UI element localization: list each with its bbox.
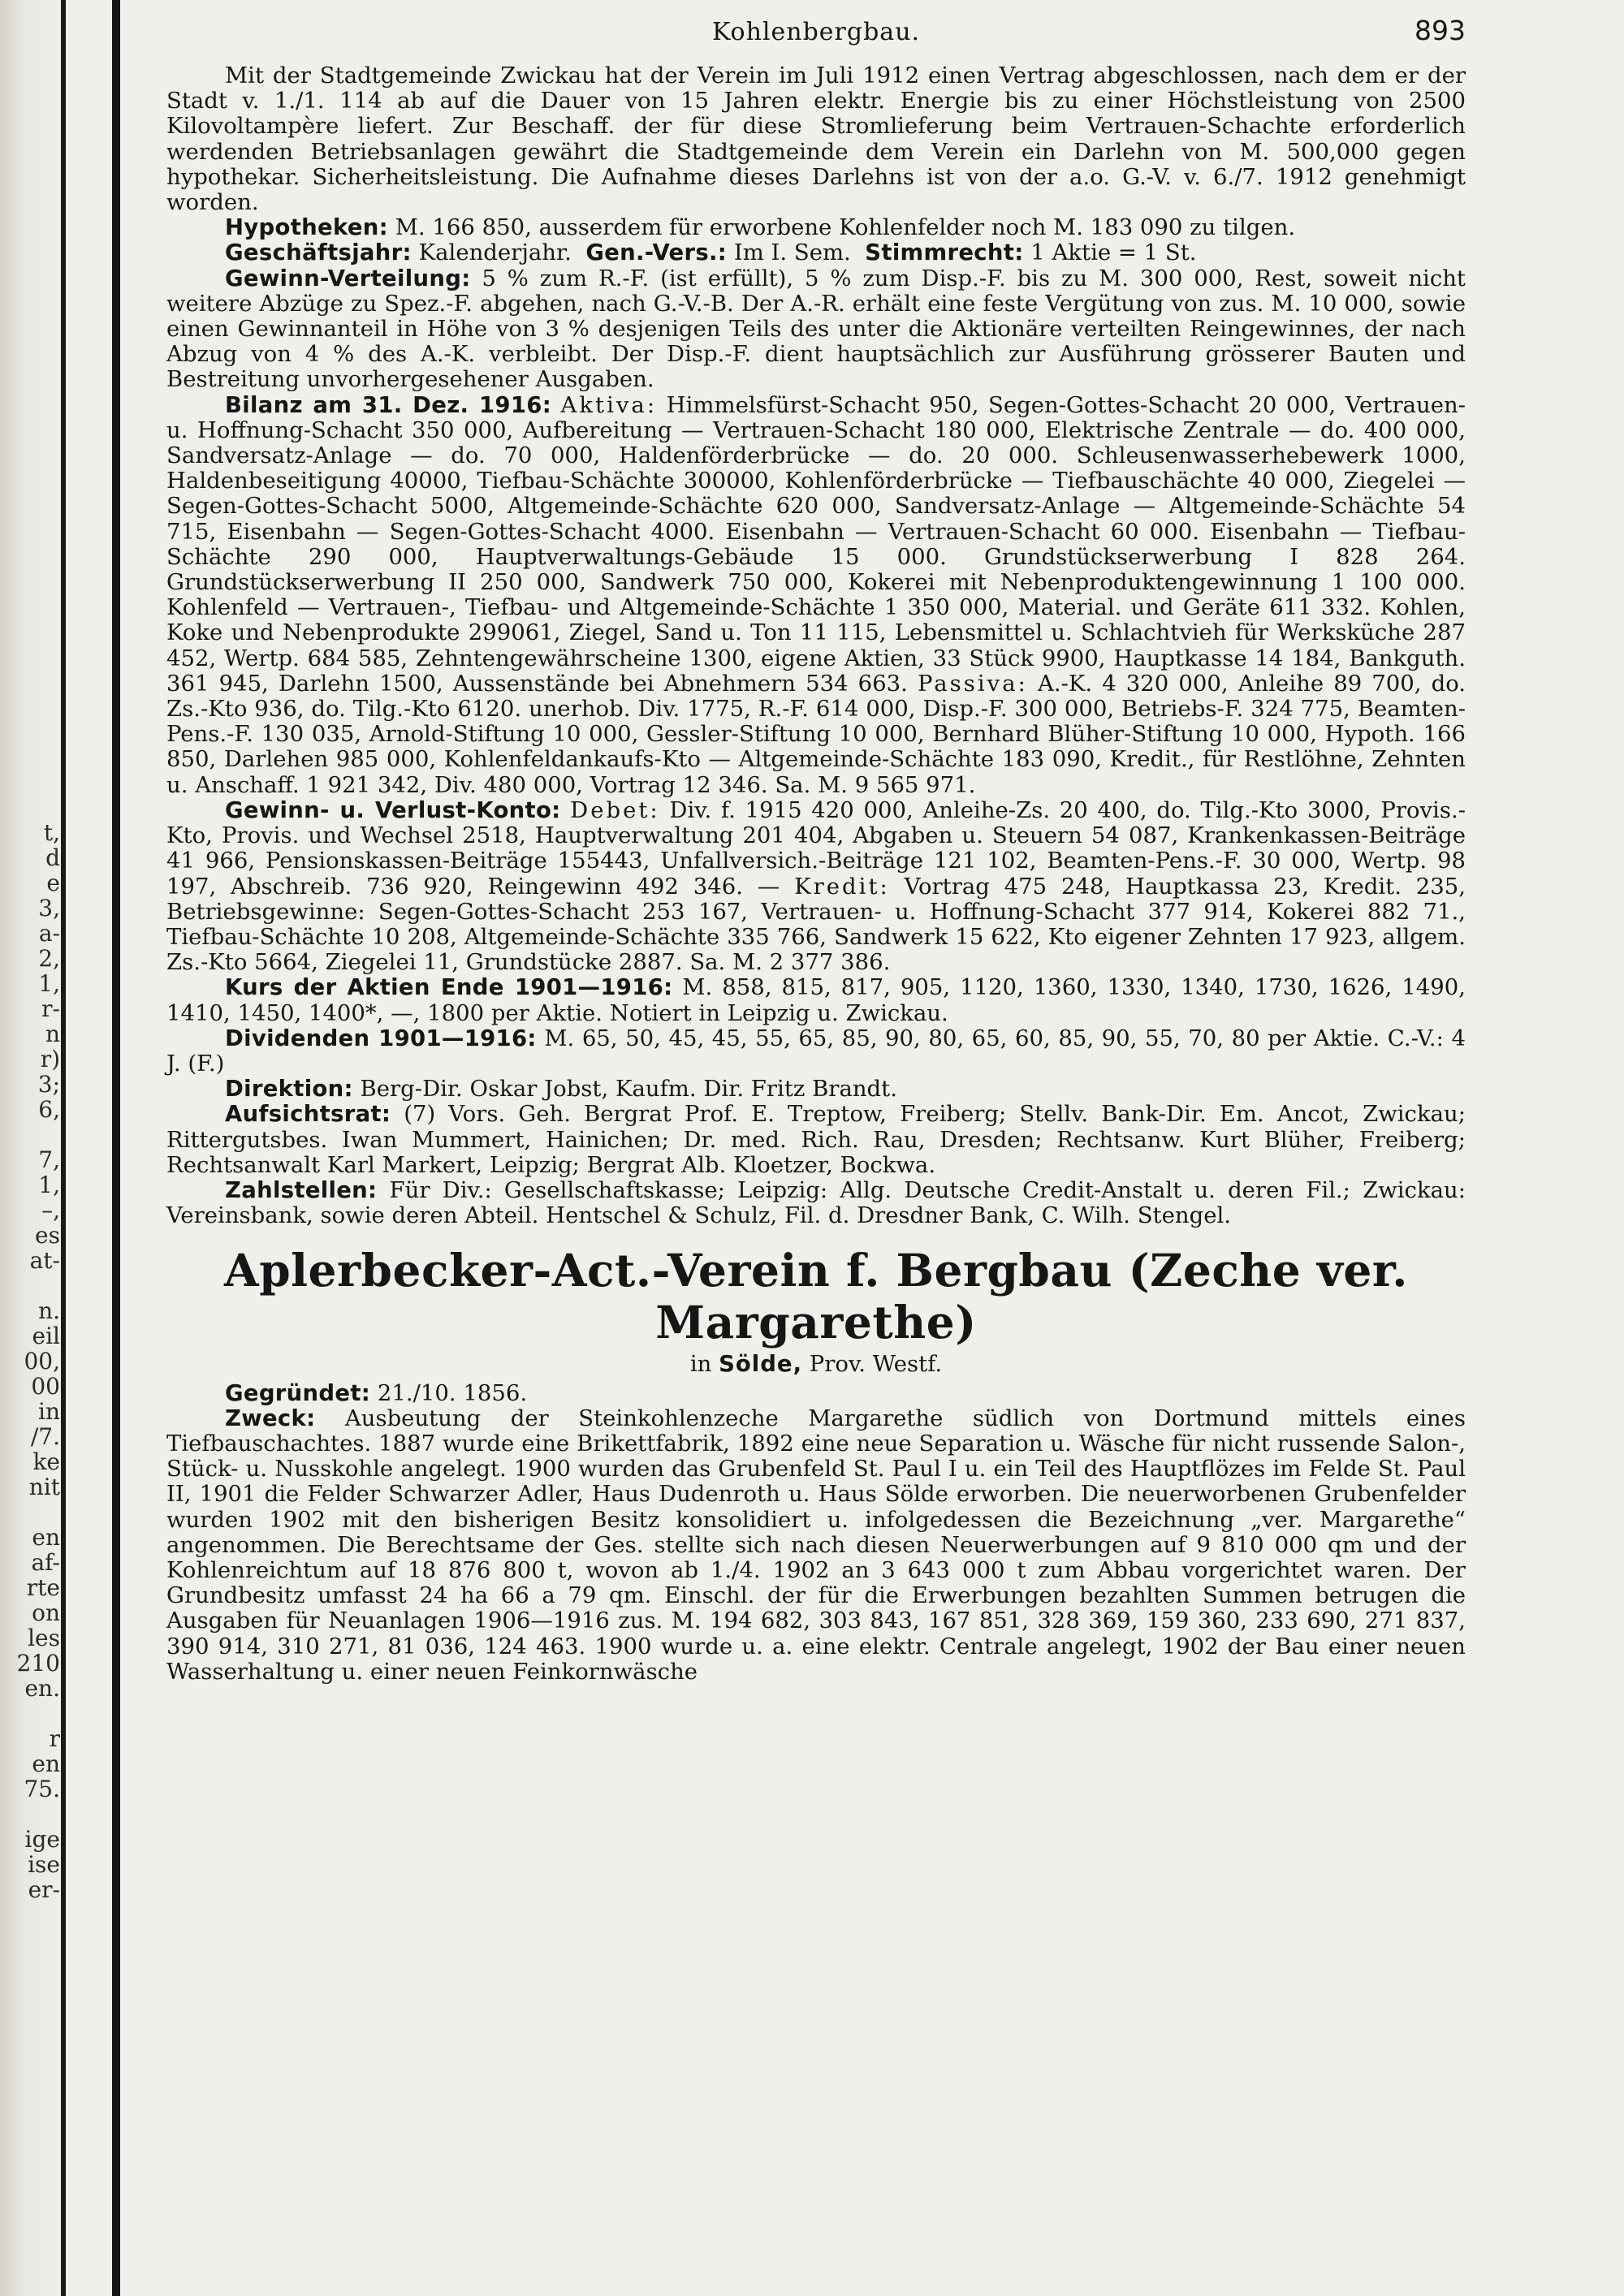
label-aktiva: Aktiva: — [560, 391, 658, 418]
prev-column-fragment: t, — [43, 819, 60, 846]
text-zweck: Ausbeutung der Steinkohlenzeche Margarethe südlich von Dortmund mittels eines Tiefbauschachtes. 1887 wurde eine Brikettfabrik, 1892 eine neue Separation u. Wäsche für nicht russende Salon-, Stück- u. Nusskohle angelegt. 1900 wurden das Grubenfeld St. Paul I u. ein Teil des Hauptflözes im Felde St. Paul II, 1901 die Felder Schwarzer Adler, Haus Dudenroth u. Haus Sölde erworben. Die neuerworbenen Grubenfelder wurden 1902 mit den bisherigen Besitz konsolidiert u. infolgedessen die Bezeichnung „ver. Margarethe“ angenommen. Die Berechtsame der Ges. stellte sich nach diesen Neuerwerbungen auf 9 810 000 qm und der Kohlenreichtum auf 18 876 800 t, wovon ab 1./4. 1902 an 3 643 000 t zum Abbau vorgerichtet waren. Der Grundbesitz umfasst 24 ha 66 a 79 qm. Einschl. der für die Erwerbungen bezahlten Summen betrugen die Ausgaben für Neuanlagen 1906—1916 zus. M. 194 682, 303 843, 167 851, 328 369, 159 360, 233 690, 271 837, 390 914, 310 271, 81 036, 124 463. 1900 wurde u. a. eine elektr. Centrale angelegt, 1902 der Bau einer neuen Wasserhaltung u. einer neuen Feinkornwäsche — [166, 1405, 1466, 1685]
prev-column-fragment: at- — [29, 1247, 60, 1274]
prev-column-fragment: er- — [28, 1876, 60, 1903]
label-gewinn-verlust: Gewinn- u. Verlust-Konto: — [225, 796, 561, 823]
location-suffix: Prov. Westf. — [809, 1351, 943, 1378]
prev-column-fragment: r- — [41, 995, 60, 1022]
prev-column-fragment — [0, 1802, 60, 1827]
prev-column-fragment — [0, 1701, 60, 1726]
prev-column-fragment: ise — [28, 1851, 60, 1878]
prev-column-fragment: es — [35, 1222, 60, 1249]
section-gewinn-verteilung — [166, 266, 1466, 393]
text-gen-vers: Im I. Sem. — [733, 240, 851, 266]
gutter-rule — [61, 0, 66, 2296]
company-title: Aplerbecker-Act.-Verein f. Bergbau (Zeche ver. Margarethe) — [224, 1244, 1408, 1349]
section-dividenden — [166, 1026, 1466, 1077]
prev-column-fragment: in — [38, 1398, 60, 1425]
prev-column-fragment: eil — [32, 1323, 60, 1349]
previous-column-fragments — [0, 820, 60, 1902]
page-header — [166, 15, 1466, 63]
prev-column-fragment — [0, 1500, 60, 1525]
prev-column-fragment: rte — [26, 1574, 60, 1601]
prev-column-fragment: e — [46, 870, 60, 896]
prev-column-fragment: /7. — [30, 1423, 60, 1450]
prev-column-fragment: d — [45, 844, 60, 871]
prev-column-fragment — [0, 1122, 60, 1147]
prev-column-fragment: n — [45, 1021, 60, 1047]
prev-column-fragment: n. — [38, 1297, 60, 1324]
section-gewinn-verlust — [166, 798, 1466, 975]
label-passiva: Passiva: — [917, 670, 1028, 697]
label-aufsichtsrat: Aufsichtsrat: — [225, 1101, 391, 1128]
prev-column-fragment: 2, — [38, 945, 60, 972]
text-zahlstellen: Für Div.: Gesellschaftskasse; Leipzig: Allg. Deutsche Credit-Anstalt u. deren Fil.; Zwickau: Vereinsbank, sowie deren Abteil. Hentschel & Schulz, Fil. d. Dresdner Bank, C. Wilh. Stengel. — [166, 1176, 1466, 1229]
prev-column-fragment: 1, — [38, 1172, 60, 1198]
text-stimmrecht: 1 Aktie = 1 St. — [1030, 240, 1197, 266]
column-rule — [112, 0, 120, 2296]
text-gewinn-verteilung: 5 % zum R.-F. (ist erfüllt), 5 % zum Disp.-F. bis zu M. 300 000, Rest, soweit nicht weitere Abzüge zu Spez.-F. abgehen, nach G.-V.-B. Der A.-R. erhält eine feste Vergütung von zus. M. 10 000, sowie einen Gewinnanteil in Höhe von 3 % desjenigen Teils des unter die Aktionäre verteilten Reingewinnes, der nach Abzug von 4 % des A.-K. verbleibt. Der Disp.-F. dient hauptsächlich zur Ausführung grösserer Bauten und Bestreitung unvorhergesehener Ausgaben. — [166, 265, 1466, 393]
prev-column-fragment — [0, 1273, 60, 1298]
prev-column-fragment: ke — [32, 1448, 60, 1475]
label-debet: Debet: — [570, 796, 660, 823]
prev-column-fragment: 6, — [38, 1096, 60, 1123]
prev-column-fragment: les — [28, 1625, 60, 1651]
prev-column-fragment: a- — [38, 920, 60, 947]
prev-column-fragment: en. — [24, 1675, 60, 1702]
text-kredit: Vortrag 475 248, Hauptkassa 23, Kredit. 235, Betriebsgewinne: Segen-Gottes-Schacht 253 167, Vertrauen- u. Hoffnung-Schacht 377 914, Kokerei 882 71., Tiefbau-Schächte 10 208, Altgemeinde-Schächte 335 766, Sandwerk 15 622, Kto eigener Zehnten 17 923, allgem. Zs.-Kto 5664, Ziegelei 11, Grundstücke 2887. Sa. M. 2 377 386. — [166, 873, 1466, 976]
prev-column-fragment: 3; — [37, 1071, 60, 1098]
text-direktion: Berg-Dir. Oskar Jobst, Kaufm. Dir. Fritz Brandt. — [360, 1076, 897, 1103]
prev-column-fragment: nit — [28, 1474, 60, 1500]
label-zweck: Zweck: — [225, 1405, 316, 1431]
prev-column-fragment: 3, — [38, 895, 60, 921]
text-debet: Div. f. 1915 420 000, Anleihe-Zs. 20 400, do. Tilg.-Kto 3000, Provis.-Kto, Provis. und Wechsel 2518, Hauptverwaltung 201 404, Abgaben u. Steuern 54 087, Krankenkassen-Beiträge 41 966, Pensionskassen-Beiträge 155443, Unfallversich.-Beiträge 121 102, Beamten-Pens.-F. 30 000, Wertp. 98 197, Abschreib. 736 920, Reingewinn 492 346. — — [166, 796, 1466, 900]
page-number: 893 — [1415, 15, 1466, 46]
label-bilanz: Bilanz am 31. Dez. 1916: — [225, 391, 551, 418]
label-kurs: Kurs der Aktien Ende 1901—1916: — [225, 974, 673, 1001]
label-gegruendet: Gegründet: — [225, 1379, 371, 1406]
label-gen-vers: Gen.-Vers.: — [585, 240, 728, 266]
text-aufsichtsrat: (7) Vors. Geh. Bergrat Prof. E. Treptow, Freiberg; Stellv. Bank-Dir. Em. Ancot, Zwickau; Rittergutsbes. Iwan Mummert, Hainichen; Dr. med. Rich. Rau, Dresden; Rechtsanw. Kurt Blüher, Freiberg; Rechtsanwalt Karl Markert, Leipzig; Bergrat Alb. Kloetzer, Bockwa. — [166, 1101, 1466, 1178]
section-gegruendet — [166, 1381, 1466, 1406]
section-zweck — [166, 1406, 1466, 1685]
label-gewinn-verteilung: Gewinn-Verteilung: — [225, 265, 471, 291]
section-geschaeftsjahr — [166, 240, 1466, 265]
intro-paragraph: Mit der Stadtgemeinde Zwickau hat der Verein im Juli 1912 einen Vertrag abgeschlossen, nach dem er der Stadt v. 1./1. 114 ab auf die Dauer von 15 Jahren elektr. Energie bis zu einer Höchstleistung von 2500 Kilovoltampère liefert. Zur Beschaff. der für diese Stromlieferung beim Vertrauen-Schachte erforderlich werdenden Betriebsanlagen gewährt die Stadtgemeinde dem Verein ein Darlehn von M. 500,000 gegen hypothekar. Sicherheitsleistung. Die Aufnahme dieses Darlehns ist von der a.o. G.-V. v. 6./7. 1912 genehmigt worden. — [166, 63, 1466, 216]
prev-column-fragment: af- — [31, 1549, 60, 1576]
location-city: Sölde, — [719, 1351, 803, 1378]
prev-column-fragment: 210 — [16, 1650, 60, 1677]
section-aufsichtsrat — [166, 1102, 1466, 1178]
prev-column-fragment: 00, — [24, 1348, 60, 1375]
text-dividenden: M. 65, 50, 45, 45, 55, 65, 85, 90, 80, 65, 60, 85, 90, 55, 70, 80 per Aktie. C.-V.: 4 J. (F.) — [166, 1025, 1466, 1077]
label-zahlstellen: Zahlstellen: — [225, 1176, 378, 1203]
section-direktion — [166, 1077, 1466, 1102]
prev-column-fragment: r) — [40, 1046, 60, 1072]
text-geschaeftsjahr: Kalenderjahr. — [418, 240, 572, 266]
section-bilanz — [166, 393, 1466, 798]
prev-column-fragment: en — [32, 1524, 60, 1551]
label-direktion: Direktion: — [225, 1076, 353, 1103]
prev-column-fragment: 1, — [38, 970, 60, 997]
label-dividenden: Dividenden 1901—1916: — [225, 1025, 537, 1051]
section-zahlstellen — [166, 1178, 1466, 1228]
prev-column-fragment: –, — [41, 1197, 60, 1224]
text-gegruendet: 21./10. 1856. — [377, 1379, 528, 1406]
prev-column-fragment: en — [32, 1750, 60, 1777]
text-hypotheken: M. 166 850, ausserdem für erworbene Kohlenfelder noch M. 183 090 zu tilgen. — [395, 214, 1296, 241]
text-passiva: A.-K. 4 320 000, Anleihe 89 700, do. Zs.-Kto 936, do. Tilg.-Kto 6120. unerhob. Div. 1775, R.-F. 614 000, Disp.-F. 300 000, Betriebs-F. 324 775, Beamten-Pens.-F. 130 035, Arnold-Stiftung 10 000, Gessler-Stiftung 10 000, Bernhard Blüher-Stiftung 10 000, Hypoth. 166 850, Darlehen 985 000, Kohlenfeldankaufs-Kto — Altgemeinde-Schächte 183 090, Kredit., für Restlöhne, Zehnten u. Anschaff. 1 921 342, Div. 480 000, Vortrag 12 346. Sa. M. 9 565 971. — [166, 670, 1466, 798]
label-stimmrecht: Stimmrecht: — [865, 240, 1024, 266]
prev-column-fragment: 75. — [24, 1776, 60, 1802]
prev-column-fragment: ige — [24, 1826, 60, 1853]
prev-column-fragment: on — [32, 1599, 60, 1626]
label-hypotheken: Hypotheken: — [225, 214, 388, 241]
page — [166, 15, 1466, 1685]
location-prefix: in — [689, 1351, 712, 1378]
running-head: Kohlenbergbau. — [711, 18, 921, 46]
text-kurs: M. 858, 815, 817, 905, 1120, 1360, 1330, 1340, 1730, 1626, 1490, 1410, 1450, 1400*, —, 1800 per Aktie. Notiert in Leipzig u. Zwickau. — [166, 974, 1466, 1026]
prev-column-fragment: 00 — [31, 1373, 60, 1400]
label-geschaeftsjahr: Geschäftsjahr: — [225, 240, 412, 266]
text-aktiva: Himmelsfürst-Schacht 950, Segen-Gottes-Schacht 20 000, Vertrauen- u. Hoffnung-Schacht 350 000, Aufbereitung — Vertrauen-Schacht 180 000, Elektrische Zentrale — do. 400 000, Sandversatz-Anlage — do. 70 000, Haldenförderbrücke — do. 20 000. Schleusenwasserhebewerk 1000, Haldenbeseitigung 40000, Tiefbau-Schächte 300000, Kohlenförderbrücke — Tiefbauschächte 40 000, Ziegelei — Segen-Gottes-Schacht 5000, Altgemeinde-Schächte 620 000, Sandversatz-Anlage — Altgemeinde-Schächte 54 715, Eisenbahn — Segen-Gottes-Schacht 4000. Eisenbahn — Vertrauen-Schacht 60 000. Eisenbahn — Tiefbau-Schächte 290 000, Hauptverwaltungs-Gebäude 15 000. Grundstückserwerbung I 828 264. Grundstückserwerbung II 250 000, Sandwerk 750 000, Kokerei mit Nebenproduktengewinnung 1 100 000. Kohlenfeld — Vertrauen-, Tiefbau- und Altgemeinde-Schächte 1 350 000, Material. und Geräte 611 332. Kohlen, Koke und Nebenprodukte 299061, Ziegel, Sand u. Ton 11 115, Lebensmittel u. Schlachtvieh für Werksküche 287 452, Wertp. 684 585, Zehntengewährscheine 1300, eigene Aktien, 33 Stück 9900, Hauptkasse 14 184, Bankguth. 361 945, Darlehn 1500, Aussenstände bei Abnehmern 534 663. — [166, 391, 1466, 697]
prev-column-fragment: 7, — [38, 1146, 60, 1173]
section-kurs — [166, 975, 1466, 1025]
prev-column-fragment: r — [49, 1725, 60, 1752]
section-hypotheken — [166, 215, 1466, 240]
label-kredit: Kredit: — [794, 873, 890, 900]
company-location — [166, 1352, 1466, 1377]
